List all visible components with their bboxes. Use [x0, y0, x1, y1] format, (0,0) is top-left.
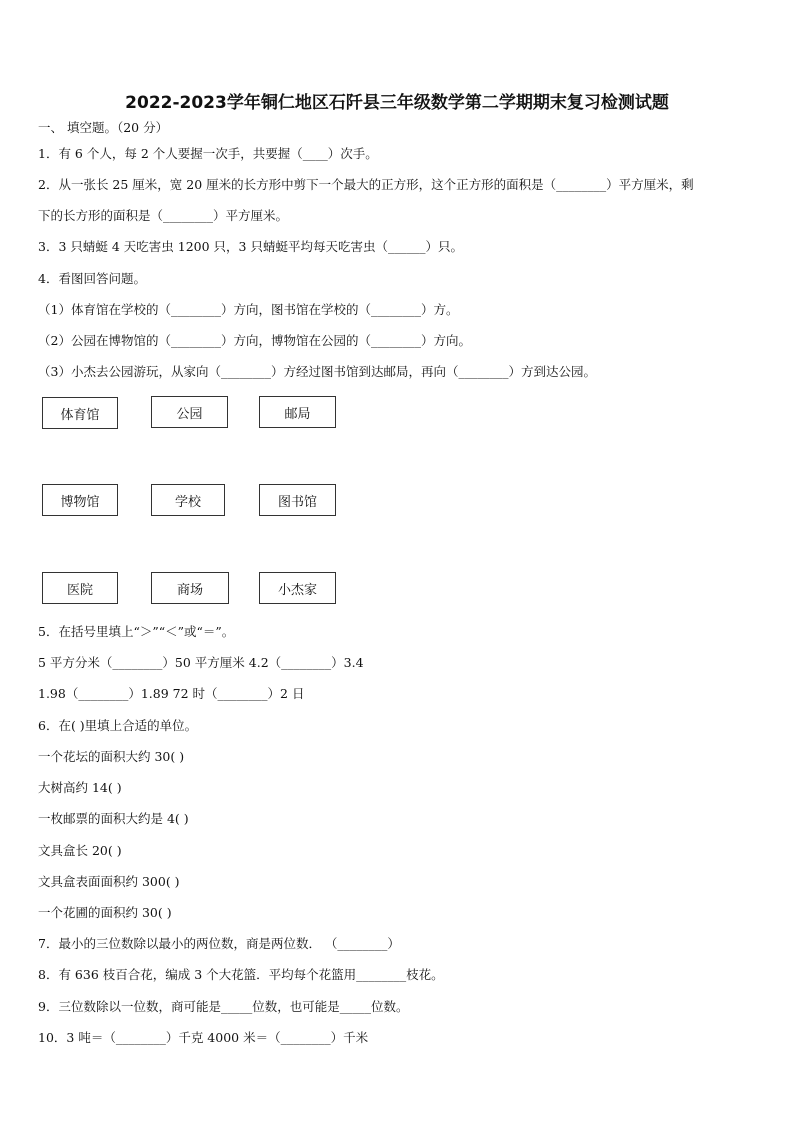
question-4-part-1: （1）体育馆在学校的（________）方向，图书馆在学校的（________）方。 — [38, 302, 459, 317]
map-box-museum: 博物馆 — [42, 484, 118, 516]
question-7: 7．最小的三位数除以最小的两位数，商是两位数． （________） — [38, 936, 400, 951]
question-6-item-3: 一枚邮票的面积大约是 4( ) — [38, 811, 189, 826]
question-2-line-1: 2．从一张长 25 厘米，宽 20 厘米的长方形中剪下一个最大的正方形，这个正方形的面积是（________）平方厘米，剩 — [38, 177, 694, 192]
question-5: 5．在括号里填上“＞”“＜”或“＝”。 — [38, 624, 235, 639]
map-box-school: 学校 — [151, 484, 225, 516]
question-10: 10．3 吨＝（________）千克 4000 米＝（________）千米 — [38, 1030, 369, 1045]
map-box-library: 图书馆 — [259, 484, 336, 516]
map-box-gym: 体育馆 — [42, 397, 118, 429]
question-5-row-1: 5 平方分米（________）50 平方厘米 4.2（________）3.4 — [38, 655, 364, 670]
question-2-line-2: 下的长方形的面积是（________）平方厘米。 — [38, 208, 289, 223]
map-box-mall: 商场 — [151, 572, 229, 604]
map-box-xiaojie-home: 小杰家 — [259, 572, 336, 604]
section-heading: 一、 填空题。（20 分） — [38, 120, 169, 135]
question-4: 4．看图回答问题。 — [38, 271, 146, 286]
question-4-part-2: （2）公园在博物馆的（________）方向，博物馆在公园的（________）方向。 — [38, 333, 471, 348]
map-box-hospital: 医院 — [42, 572, 118, 604]
question-4-part-3: （3）小杰去公园游玩，从家向（________）方经过图书馆到达邮局，再向（________）方到达公园。 — [38, 364, 596, 379]
map-box-park: 公园 — [151, 396, 228, 428]
question-6: 6．在( )里填上合适的单位。 — [38, 718, 198, 733]
question-5-row-2: 1.98（________）1.89 72 时（________）2 日 — [38, 686, 305, 701]
question-6-item-4: 文具盒长 20( ) — [38, 843, 122, 858]
question-6-item-5: 文具盒表面面积约 300( ) — [38, 874, 180, 889]
question-6-item-6: 一个花圃的面积约 30( ) — [38, 905, 172, 920]
map-box-post-office: 邮局 — [259, 396, 336, 428]
question-6-item-1: 一个花坛的面积大约 30( ) — [38, 749, 185, 764]
question-9: 9．三位数除以一位数，商可能是_____位数，也可能是_____位数。 — [38, 999, 409, 1014]
question-3: 3．3 只蜻蜓 4 天吃害虫 1200 只，3 只蜻蜓平均每天吃害虫（______）只。 — [38, 239, 463, 254]
question-8: 8．有 636 枝百合花，编成 3 个大花篮．平均每个花篮用________枝花。 — [38, 967, 444, 982]
question-6-item-2: 大树高约 14( ) — [38, 780, 122, 795]
page-title: 2022-2023学年铜仁地区石阡县三年级数学第二学期期末复习检测试题 — [125, 93, 669, 113]
question-1: 1．有 6 个人，每 2 个人要握一次手，共要握（____）次手。 — [38, 146, 378, 161]
